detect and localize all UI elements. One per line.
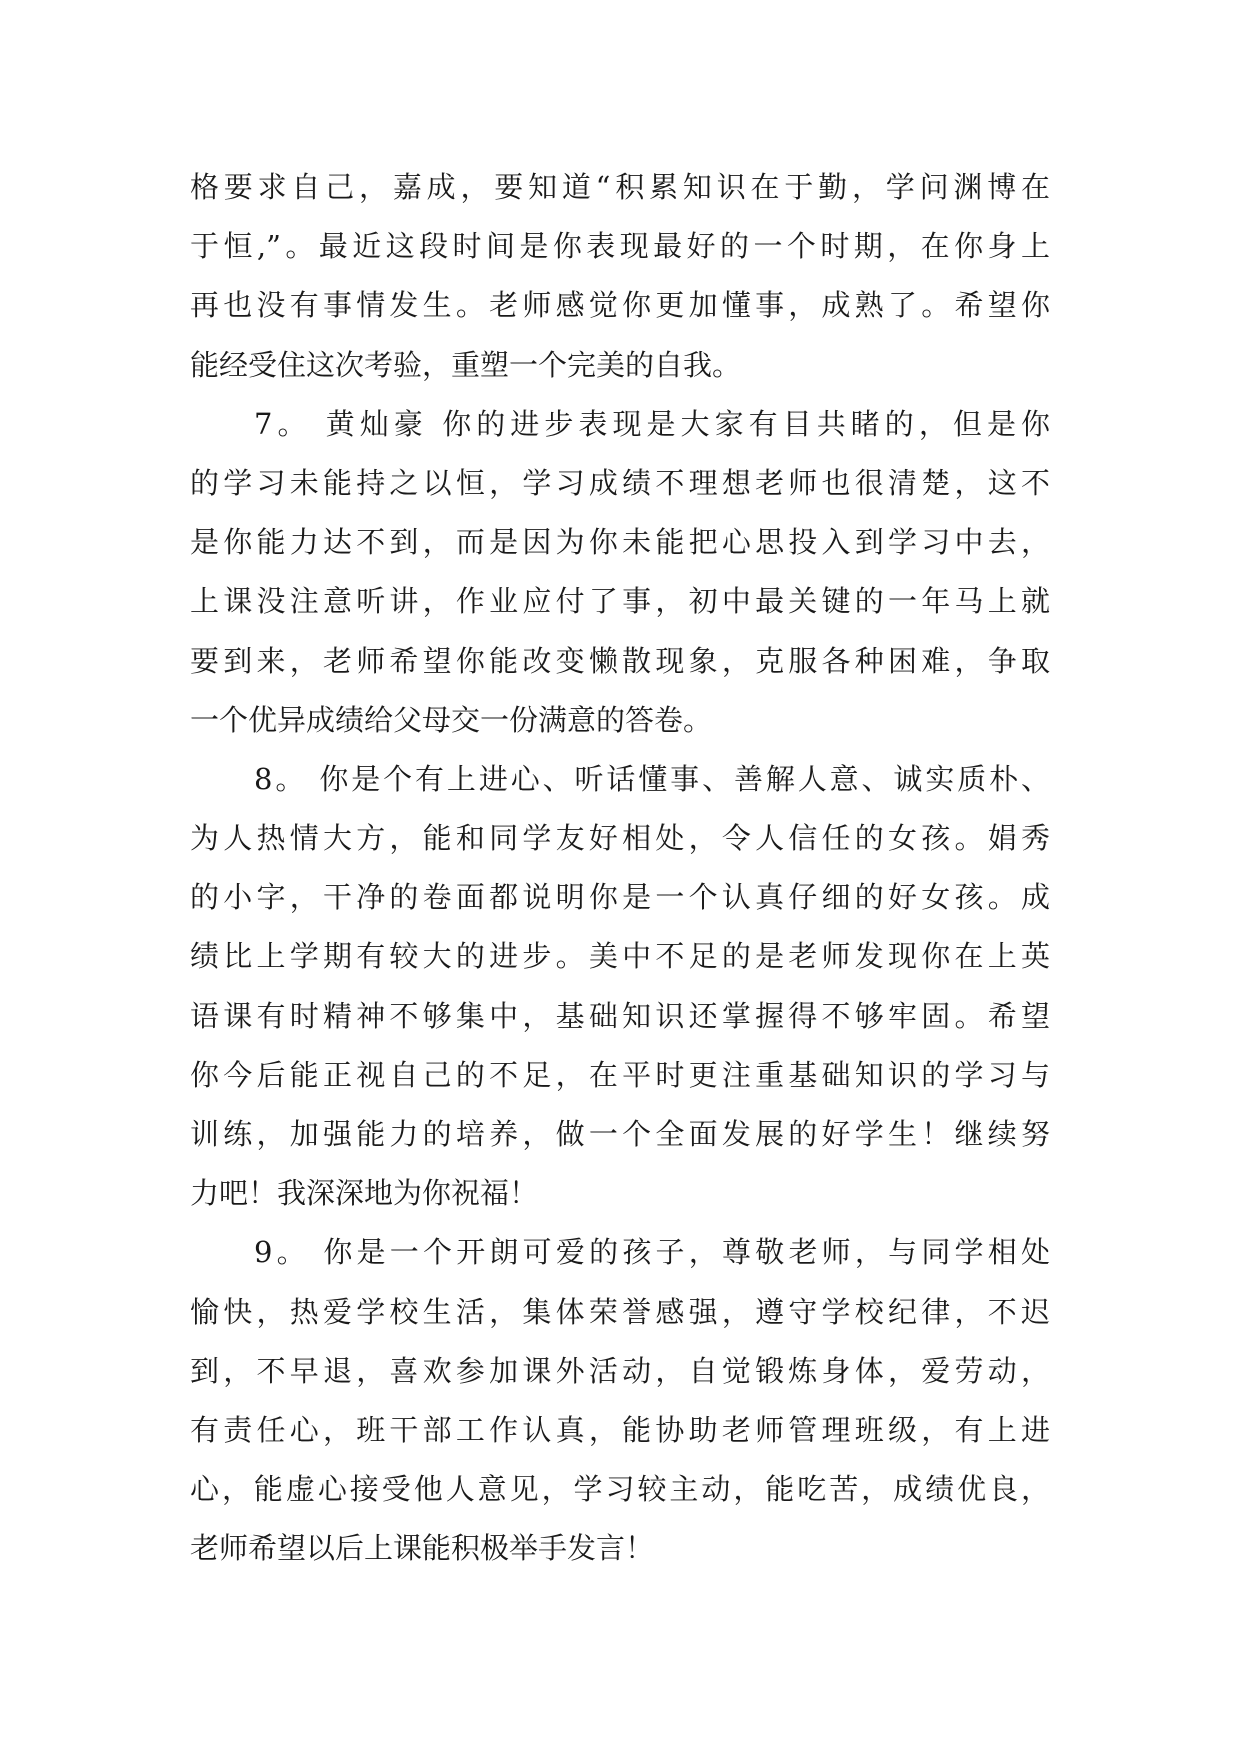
text-line: 心，能虚心接受他人意见，学习较主动，能吃苦，成绩优良， <box>190 1472 1050 1507</box>
text-line: 你今后能正视自己的不足，在平时更注重基础知识的学习与 <box>190 1057 1050 1092</box>
body-text <box>190 158 1050 1579</box>
text-line: 再也没有事情发生。老师感觉你更加懂事，成熟了。希望你 <box>190 288 1050 323</box>
text-line: 语课有时精神不够集中，基础知识还掌握得不够牢固。希望 <box>190 998 1050 1033</box>
text-line: 能经受住这次考验，重塑一个完美的自我。 <box>190 347 742 382</box>
text-line: 的小字，干净的卷面都说明你是一个认真仔细的好女孩。成 <box>190 880 1050 915</box>
text-line: 于恒,”。最近这段时间是你表现最好的一个时期，在你身上 <box>190 229 1050 264</box>
text-line: 到，不早退，喜欢参加课外活动，自觉锻炼身体，爱劳动， <box>190 1353 1050 1388</box>
paragraph-start-line: 9。 你是一个开朗可爱的孩子，尊敬老师，与同学相处 <box>254 1235 1050 1270</box>
text-line: 格要求自己，嘉成，要知道“积累知识在于勤，学问渊博在 <box>190 170 1050 204</box>
text-line: 老师希望以后上课能积极举手发言！ <box>190 1531 655 1566</box>
paragraph-start-line: 8。 你是个有上进心、听话懂事、善解人意、诚实质朴、 <box>254 761 1050 796</box>
paragraph-start-line: 7。 黄灿豪 你的进步表现是大家有目共睹的，但是你 <box>254 406 1050 441</box>
text-line: 有责任心，班干部工作认真，能协助老师管理班级，有上进 <box>190 1412 1050 1447</box>
text-line: 愉快，热爱学校生活，集体荣誉感强，遵守学校纪律，不迟 <box>190 1294 1050 1329</box>
text-line: 是你能力达不到，而是因为你未能把心思投入到学习中去， <box>190 525 1050 560</box>
text-line: 训练，加强能力的培养，做一个全面发展的好学生！继续努 <box>190 1117 1050 1151</box>
text-line: 绩比上学期有较大的进步。美中不足的是老师发现你在上英 <box>190 939 1050 974</box>
text-line: 要到来，老师希望你能改变懒散现象，克服各种困难，争取 <box>190 643 1050 678</box>
text-line: 力吧！我深深地为你祝福！ <box>190 1176 539 1211</box>
text-line: 的学习未能持之以恒，学习成绩不理想老师也很清楚，这不 <box>190 465 1050 500</box>
text-line: 一个优异成绩给父母交一份满意的答卷。 <box>190 702 713 737</box>
text-line: 上课没注意听讲，作业应付了事，初中最关键的一年马上就 <box>190 584 1050 619</box>
text-line: 为人热情大方，能和同学友好相处，令人信任的女孩。娟秀 <box>190 821 1050 856</box>
